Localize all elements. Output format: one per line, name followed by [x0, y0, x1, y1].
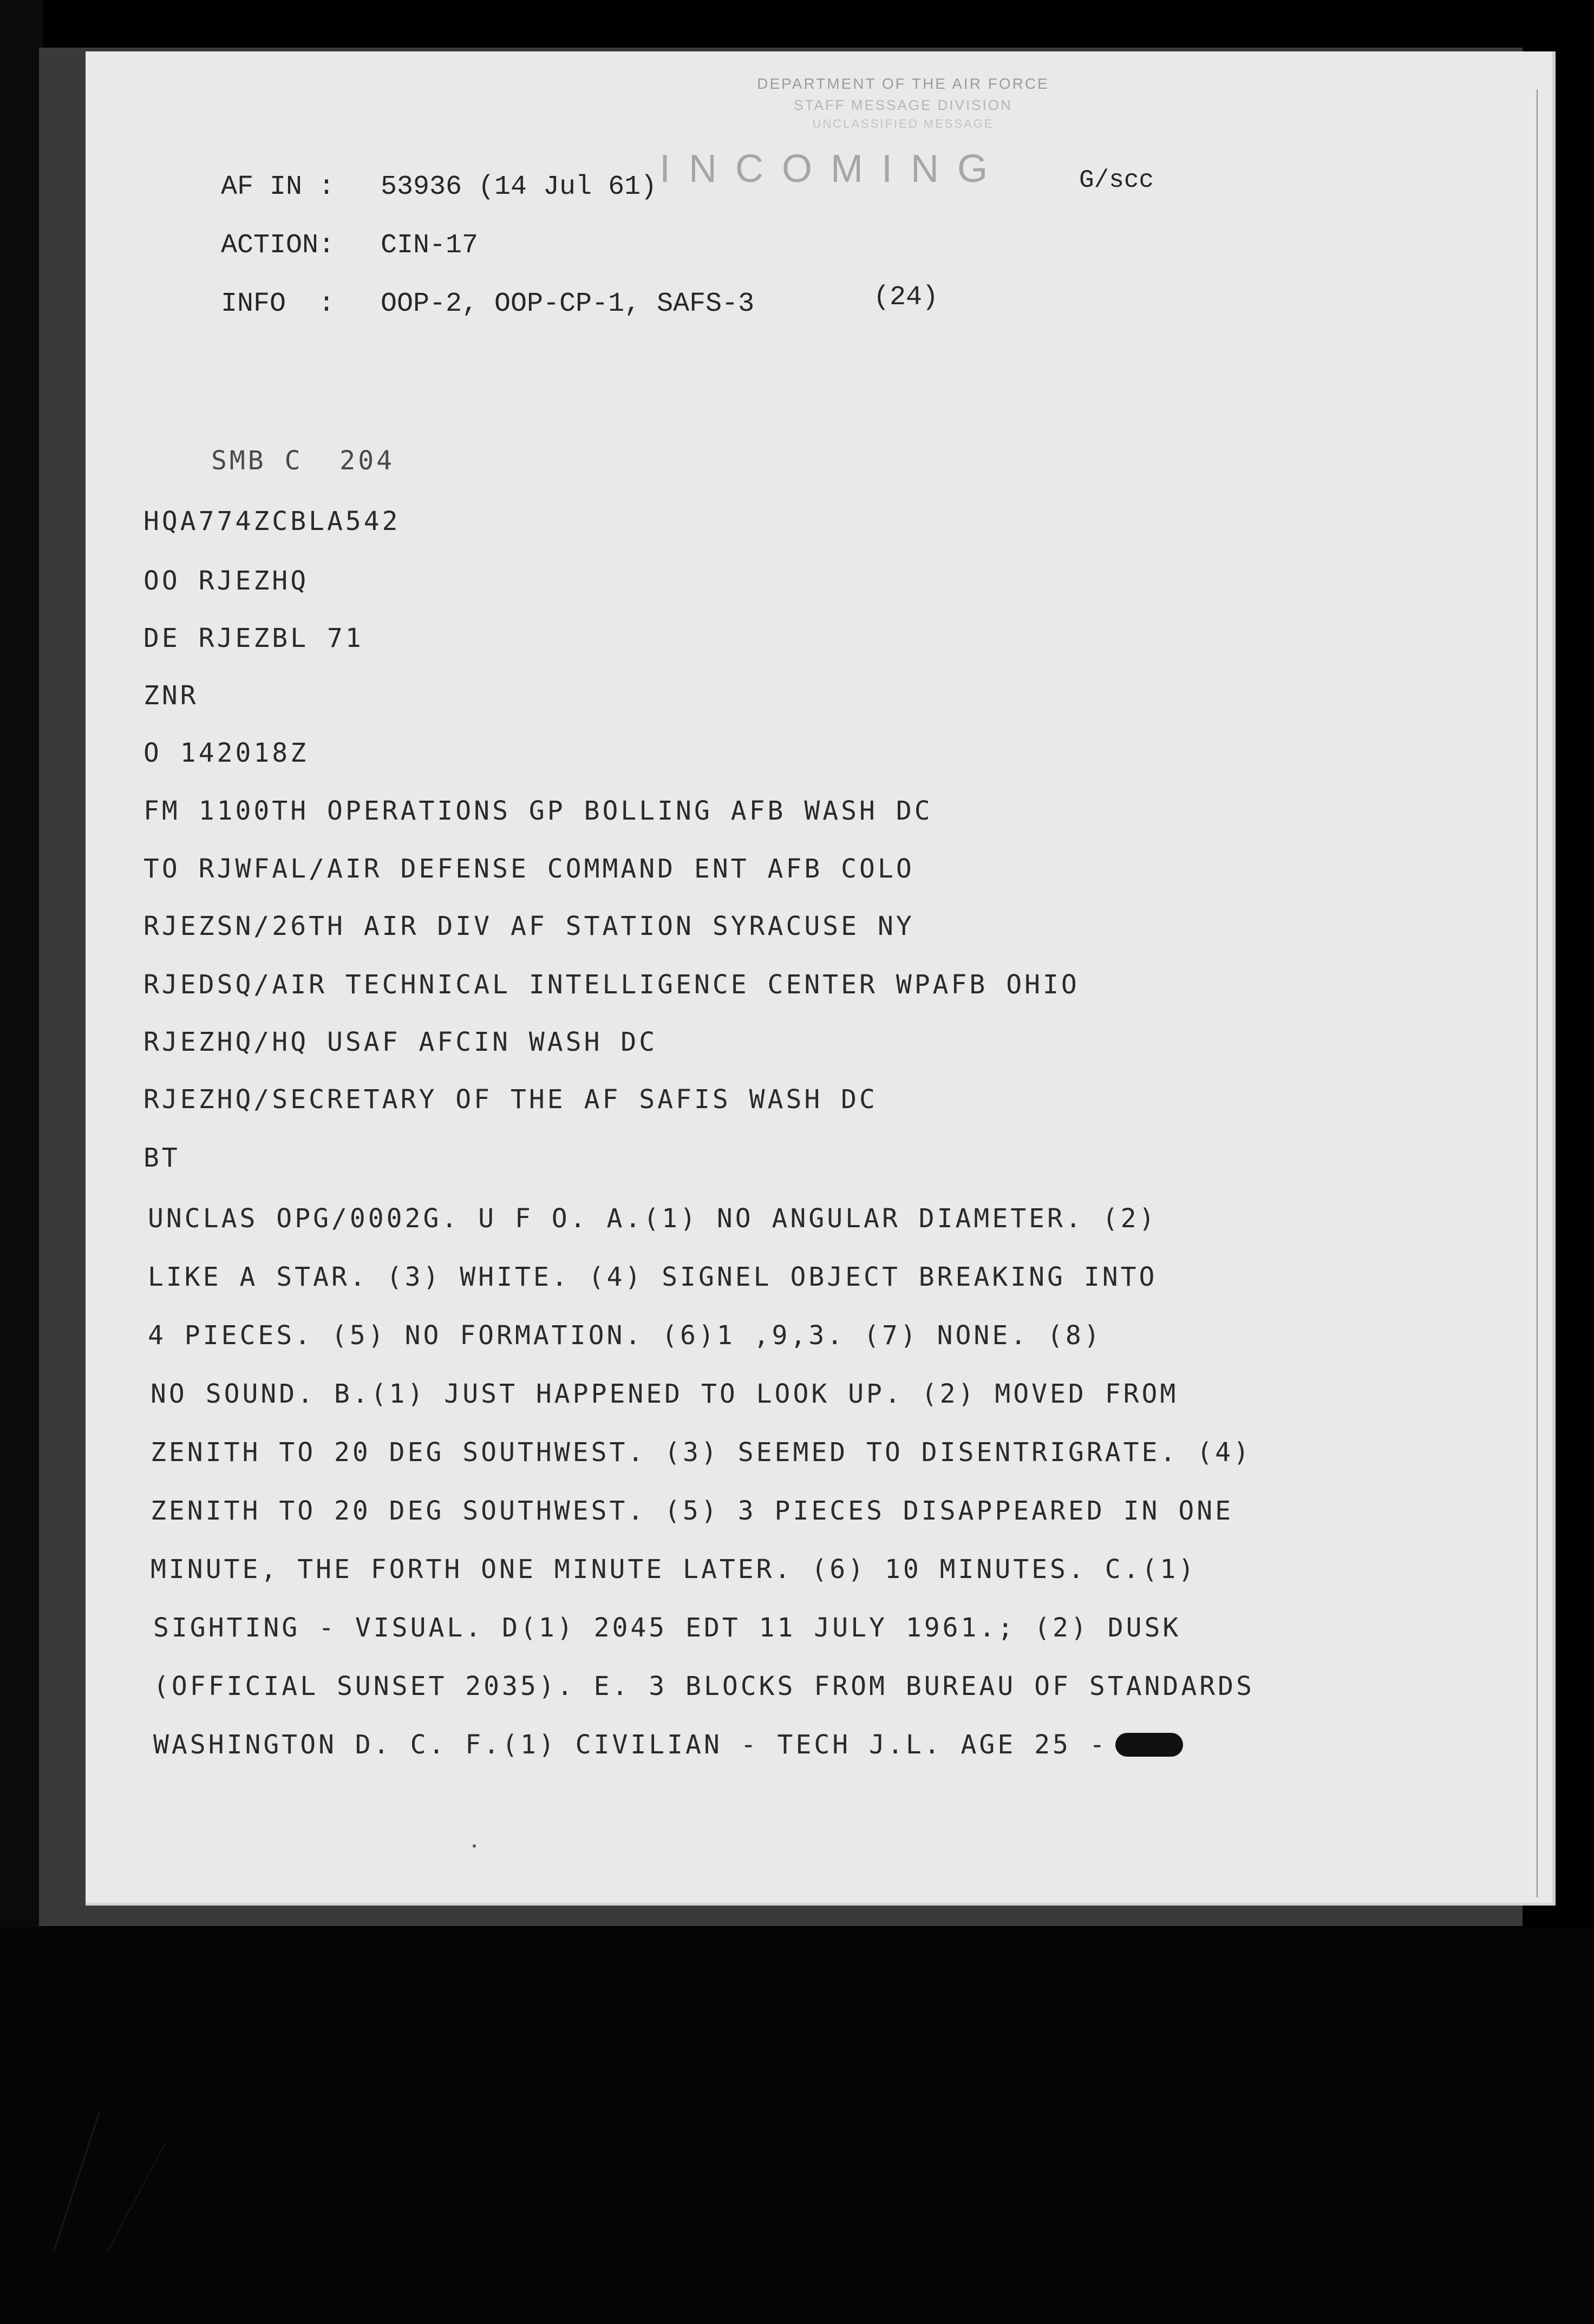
action-label: ACTION:: [221, 230, 335, 261]
routing-line: BT: [143, 1143, 180, 1173]
routing-line: O 142018Z: [143, 738, 309, 768]
body-line-last: [153, 1730, 1183, 1760]
right-margin-rule: [1537, 89, 1538, 1897]
routing-line: DE RJEZBL 71: [143, 623, 364, 653]
stamp-line-1: DEPARTMENT OF THE AIR FORCE: [757, 75, 1049, 92]
af-in-value: 53936 (14 Jul 61): [381, 172, 657, 202]
body-line: ZENITH TO 20 DEG SOUTHWEST. (5) 3 PIECES DISAPPEARED IN ONE: [151, 1496, 1234, 1526]
info-count: (24): [873, 282, 939, 313]
stamp-line-2: STAFF MESSAGE DIVISION: [794, 96, 1012, 113]
routing-line: SMB C 204: [211, 446, 395, 476]
body-line: 4 PIECES. (5) NO FORMATION. (6)1 ,9,3. (7) NONE. (8): [148, 1320, 1102, 1351]
teletype-message-sheet: [86, 51, 1556, 1906]
handling-code: G/scc: [1079, 166, 1154, 194]
info-value: OOP-2, OOP-CP-1, SAFS-3: [381, 289, 755, 319]
af-in-label: AF IN :: [221, 172, 335, 202]
department-stamp: [632, 73, 1174, 133]
info-label: INFO :: [221, 289, 335, 319]
body-line: UNCLAS OPG/0002G. U F O. A.(1) NO ANGULAR DIAMETER. (2): [148, 1203, 1158, 1234]
routing-line: RJEZHQ/SECRETARY OF THE AF SAFIS WASH DC: [143, 1084, 878, 1115]
routing-line: FM 1100TH OPERATIONS GP BOLLING AFB WASH DC: [143, 796, 933, 826]
routing-line: RJEDSQ/AIR TECHNICAL INTELLIGENCE CENTER WPAFB OHIO: [143, 970, 1080, 1000]
stamp-line-3: UNCLASSIFIED MESSAGE: [812, 117, 994, 131]
speck: [473, 1844, 476, 1848]
routing-line: TO RJWFAL/AIR DEFENSE COMMAND ENT AFB COLO: [143, 854, 914, 884]
routing-line: OO RJEZHQ: [143, 566, 309, 596]
routing-line: HQA774ZCBLA542: [143, 506, 401, 536]
body-line: LIKE A STAR. (3) WHITE. (4) SIGNEL OBJECT BREAKING INTO: [148, 1262, 1158, 1292]
body-line: SIGHTING - VISUAL. D(1) 2045 EDT 11 JULY 1961.; (2) DUSK: [153, 1613, 1181, 1643]
body-line: NO SOUND. B.(1) JUST HAPPENED TO LOOK UP. (2) MOVED FROM: [151, 1379, 1179, 1409]
redaction-mark: [1115, 1733, 1183, 1757]
body-line: ZENITH TO 20 DEG SOUTHWEST. (3) SEEMED TO DISENTRIGRATE. (4): [151, 1437, 1252, 1468]
body-line: MINUTE, THE FORTH ONE MINUTE LATER. (6) 10 MINUTES. C.(1): [151, 1554, 1197, 1585]
action-value: CIN-17: [381, 230, 479, 261]
routing-line: ZNR: [143, 680, 199, 711]
routing-line: RJEZSN/26TH AIR DIV AF STATION SYRACUSE NY: [143, 911, 914, 941]
body-line: (OFFICIAL SUNSET 2035). E. 3 BLOCKS FROM BUREAU OF STANDARDS: [153, 1671, 1255, 1701]
body-line-text: WASHINGTON D. C. F.(1) CIVILIAN - TECH J.L. AGE 25 -: [153, 1730, 1108, 1760]
routing-line: RJEZHQ/HQ USAF AFCIN WASH DC: [143, 1027, 658, 1057]
incoming-stamp: INCOMING: [659, 147, 1006, 191]
